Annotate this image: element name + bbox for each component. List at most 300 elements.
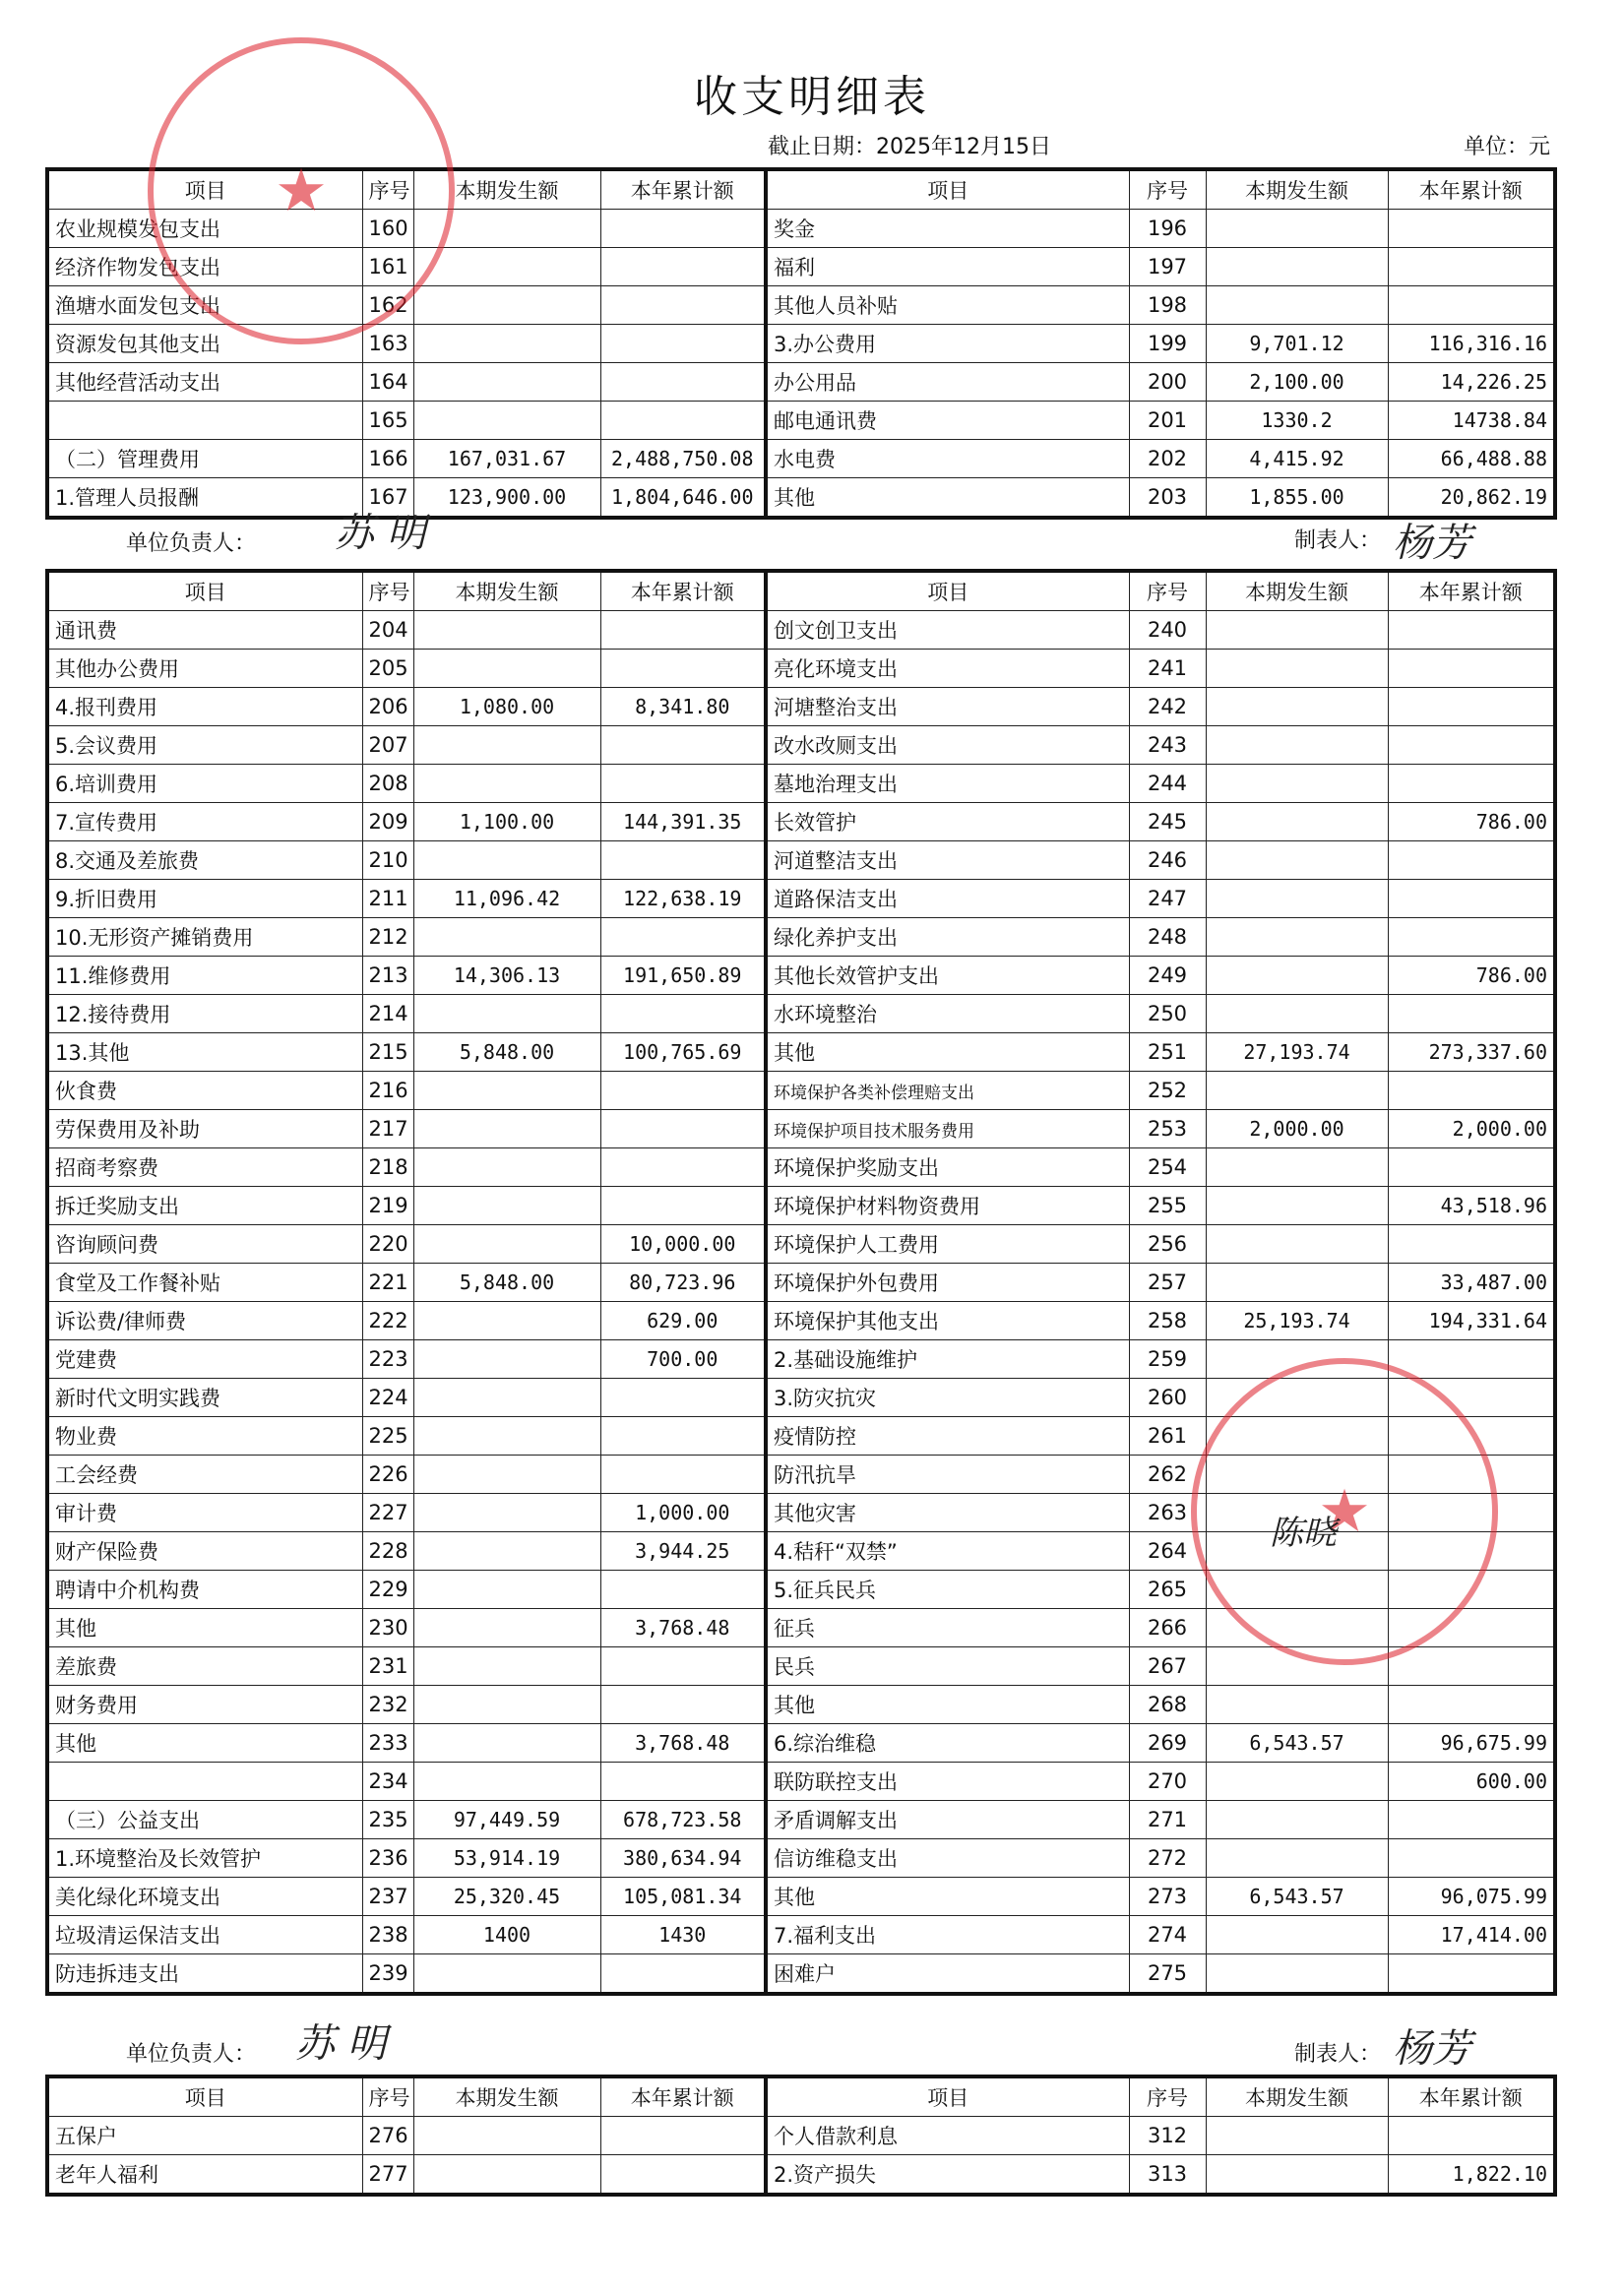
seq-no: 264	[1129, 1532, 1206, 1571]
seq-no: 162	[362, 286, 413, 325]
seq-no: 252	[1129, 1072, 1206, 1110]
period-amount	[413, 1340, 600, 1379]
ytd-amount: 80,723.96	[600, 1264, 766, 1302]
ytd-amount	[600, 286, 766, 325]
item-name: 其他经营活动支出	[47, 363, 362, 402]
item-name: 通讯费	[47, 611, 362, 650]
ytd-amount: 33,487.00	[1388, 1264, 1555, 1302]
item-name: 拆迁奖励支出	[47, 1187, 362, 1225]
signature-unit-head-2: 苏 明	[295, 2021, 387, 2067]
ytd-amount	[1388, 650, 1555, 688]
table-row	[47, 1264, 1555, 1302]
seq-no: 224	[362, 1379, 413, 1417]
column-header: 本期发生额	[413, 2076, 600, 2117]
ytd-amount: 3,768.48	[600, 1609, 766, 1647]
ytd-amount	[1388, 1647, 1555, 1686]
item-name: 福利	[766, 248, 1129, 286]
ytd-amount	[600, 363, 766, 402]
ytd-amount: 700.00	[600, 1340, 766, 1379]
seq-no: 244	[1129, 765, 1206, 803]
item-name: 环境保护其他支出	[766, 1302, 1129, 1340]
period-amount	[1206, 918, 1388, 957]
column-header: 序号	[362, 571, 413, 611]
period-amount: 4,415.92	[1206, 440, 1388, 478]
seq-no: 222	[362, 1302, 413, 1340]
table-row	[47, 1686, 1555, 1724]
item-name	[47, 1763, 362, 1801]
period-amount	[413, 2117, 600, 2155]
table-row	[47, 1187, 1555, 1225]
table-row	[47, 1148, 1555, 1187]
item-name: 困难户	[766, 1954, 1129, 1995]
ytd-amount	[1388, 1954, 1555, 1995]
seq-no: 249	[1129, 957, 1206, 995]
period-amount	[1206, 726, 1388, 765]
ytd-amount: 10,000.00	[600, 1225, 766, 1264]
item-name: 伙食费	[47, 1072, 362, 1110]
ytd-amount: 273,337.60	[1388, 1033, 1555, 1072]
period-amount	[1206, 1686, 1388, 1724]
seq-no: 207	[362, 726, 413, 765]
column-header: 序号	[1129, 571, 1206, 611]
item-name: 财务费用	[47, 1686, 362, 1724]
ytd-amount	[1388, 918, 1555, 957]
header-row	[47, 2076, 1555, 2117]
table-row	[47, 803, 1555, 841]
seq-no: 206	[362, 688, 413, 726]
ytd-amount	[1388, 286, 1555, 325]
table-row	[47, 726, 1555, 765]
seq-no: 200	[1129, 363, 1206, 402]
period-amount: 6,543.57	[1206, 1878, 1388, 1916]
item-name: 防违拆违支出	[47, 1954, 362, 1995]
seq-no: 227	[362, 1494, 413, 1532]
table-row	[47, 1801, 1555, 1839]
period-amount	[413, 1571, 600, 1609]
period-amount	[1206, 1225, 1388, 1264]
period-amount	[1206, 286, 1388, 325]
period-amount: 1,100.00	[413, 803, 600, 841]
period-amount: 53,914.19	[413, 1839, 600, 1878]
signature-stamp-area: 陈晓	[1270, 1514, 1337, 1553]
table-row	[47, 440, 1555, 478]
seq-no: 240	[1129, 611, 1206, 650]
seq-no: 259	[1129, 1340, 1206, 1379]
seq-no: 161	[362, 248, 413, 286]
period-amount: 27,193.74	[1206, 1033, 1388, 1072]
seq-no: 196	[1129, 210, 1206, 248]
period-amount	[413, 1417, 600, 1456]
seq-no: 209	[362, 803, 413, 841]
table-maker-label: 制表人：	[1294, 528, 1382, 553]
ytd-amount: 678,723.58	[600, 1801, 766, 1839]
ytd-amount: 14,226.25	[1388, 363, 1555, 402]
period-amount	[413, 1456, 600, 1494]
period-amount: 25,320.45	[413, 1878, 600, 1916]
seq-no: 231	[362, 1647, 413, 1686]
seq-no: 204	[362, 611, 413, 650]
item-name: 12.接待费用	[47, 995, 362, 1033]
item-name: 个人借款利息	[766, 2117, 1129, 2155]
seq-no: 266	[1129, 1609, 1206, 1647]
item-name: 9.折旧费用	[47, 880, 362, 918]
ytd-amount: 8,341.80	[600, 688, 766, 726]
seq-no: 197	[1129, 248, 1206, 286]
item-name: 其他长效管护支出	[766, 957, 1129, 995]
seq-no: 232	[362, 1686, 413, 1724]
header-row	[47, 571, 1555, 611]
seq-no: 276	[362, 2117, 413, 2155]
seq-no: 262	[1129, 1456, 1206, 1494]
seq-no: 225	[362, 1417, 413, 1456]
ytd-amount: 2,488,750.08	[600, 440, 766, 478]
period-amount: 5,848.00	[413, 1033, 600, 1072]
seq-no: 226	[362, 1456, 413, 1494]
ledger-table-3	[45, 2075, 1557, 2197]
seq-no: 230	[362, 1609, 413, 1647]
seq-no: 271	[1129, 1801, 1206, 1839]
item-name: 美化绿化环境支出	[47, 1878, 362, 1916]
seq-no: 160	[362, 210, 413, 248]
table-row	[47, 957, 1555, 995]
table-row	[47, 1763, 1555, 1801]
seq-no: 233	[362, 1724, 413, 1763]
item-name: 差旅费	[47, 1647, 362, 1686]
column-header: 本年累计额	[600, 571, 766, 611]
period-amount	[413, 1954, 600, 1995]
unit-head-label-2: 单位负责人：	[126, 2042, 257, 2067]
column-header: 本期发生额	[413, 571, 600, 611]
table-row	[47, 363, 1555, 402]
seq-no: 239	[362, 1954, 413, 1995]
ytd-amount	[600, 1954, 766, 1995]
period-amount	[1206, 688, 1388, 726]
ytd-amount: 1,822.10	[1388, 2155, 1555, 2196]
ytd-amount	[600, 402, 766, 440]
item-name: 1.环境整治及长效管护	[47, 1839, 362, 1878]
table-row	[47, 1724, 1555, 1763]
period-amount: 1,080.00	[413, 688, 600, 726]
official-seal-stamp: ★	[148, 37, 455, 344]
seq-no: 202	[1129, 440, 1206, 478]
item-name: 1.管理人员报酬	[47, 478, 362, 519]
official-seal-stamp-2: ★	[1191, 1358, 1498, 1665]
seq-no: 220	[362, 1225, 413, 1264]
item-name: 新时代文明实践费	[47, 1379, 362, 1417]
seq-no: 205	[362, 650, 413, 688]
ytd-amount: 96,075.99	[1388, 1878, 1555, 1916]
seq-no: 277	[362, 2155, 413, 2196]
ytd-amount: 100,765.69	[600, 1033, 766, 1072]
period-amount	[1206, 2155, 1388, 2196]
ytd-amount: 191,650.89	[600, 957, 766, 995]
period-amount	[1206, 248, 1388, 286]
column-header: 本年累计额	[1388, 2076, 1555, 2117]
item-name: 6.综治维稳	[766, 1724, 1129, 1763]
column-header: 本年累计额	[1388, 169, 1555, 210]
seq-no: 167	[362, 478, 413, 519]
ytd-amount: 3,768.48	[600, 1724, 766, 1763]
column-header: 本年累计额	[600, 169, 766, 210]
ytd-amount: 2,000.00	[1388, 1110, 1555, 1148]
item-name: 河塘整治支出	[766, 688, 1129, 726]
ytd-amount: 17,414.00	[1388, 1916, 1555, 1954]
period-amount	[1206, 210, 1388, 248]
table-row	[47, 1225, 1555, 1264]
period-amount	[413, 765, 600, 803]
item-name: 诉讼费/律师费	[47, 1302, 362, 1340]
item-name: 防汛抗旱	[766, 1456, 1129, 1494]
table-row	[47, 1033, 1555, 1072]
seq-no: 229	[362, 1571, 413, 1609]
seq-no: 218	[362, 1148, 413, 1187]
column-header: 项目	[47, 169, 362, 210]
seq-no: 246	[1129, 841, 1206, 880]
ytd-amount	[600, 726, 766, 765]
seq-no: 234	[362, 1763, 413, 1801]
period-amount	[413, 1494, 600, 1532]
seq-no: 273	[1129, 1878, 1206, 1916]
ytd-amount	[600, 1379, 766, 1417]
period-amount	[413, 1647, 600, 1686]
item-name: 2.基础设施维护	[766, 1340, 1129, 1379]
item-name: 长效管护	[766, 803, 1129, 841]
ytd-amount: 194,331.64	[1388, 1302, 1555, 1340]
period-amount	[1206, 1916, 1388, 1954]
seq-no: 258	[1129, 1302, 1206, 1340]
table-row	[47, 1878, 1555, 1916]
item-name: 河道整洁支出	[766, 841, 1129, 880]
period-amount	[413, 1225, 600, 1264]
ytd-amount	[1388, 841, 1555, 880]
item-name: 6.培训费用	[47, 765, 362, 803]
period-amount: 123,900.00	[413, 478, 600, 519]
item-name: 聘请中介机构费	[47, 1571, 362, 1609]
table-row	[47, 611, 1555, 650]
period-amount	[413, 841, 600, 880]
period-amount	[1206, 803, 1388, 841]
item-name: 老年人福利	[47, 2155, 362, 2196]
page-title: 收支明细表	[694, 72, 930, 122]
period-amount	[1206, 1072, 1388, 1110]
ytd-amount	[600, 2155, 766, 2196]
period-amount: 1,855.00	[1206, 478, 1388, 519]
ytd-amount	[1388, 2117, 1555, 2155]
ytd-amount: 96,675.99	[1388, 1724, 1555, 1763]
period-amount: 25,193.74	[1206, 1302, 1388, 1340]
period-amount	[413, 1187, 600, 1225]
item-name: 亮化环境支出	[766, 650, 1129, 688]
ytd-amount	[1388, 1686, 1555, 1724]
item-name: 墓地治理支出	[766, 765, 1129, 803]
seq-no: 313	[1129, 2155, 1206, 2196]
item-name: 环境保护人工费用	[766, 1225, 1129, 1264]
seq-no: 267	[1129, 1647, 1206, 1686]
ytd-amount	[1388, 1148, 1555, 1187]
item-name: 道路保洁支出	[766, 880, 1129, 918]
item-name: 3.办公费用	[766, 325, 1129, 363]
table-row	[47, 841, 1555, 880]
period-amount	[413, 1072, 600, 1110]
seq-no: 228	[362, 1532, 413, 1571]
period-amount	[413, 2155, 600, 2196]
seq-no: 265	[1129, 1571, 1206, 1609]
ytd-amount: 43,518.96	[1388, 1187, 1555, 1225]
ytd-amount: 20,862.19	[1388, 478, 1555, 519]
table-row	[47, 1954, 1555, 1995]
period-amount	[413, 1609, 600, 1647]
ytd-amount: 786.00	[1388, 957, 1555, 995]
seq-no: 199	[1129, 325, 1206, 363]
period-amount	[1206, 1801, 1388, 1839]
seq-no: 212	[362, 918, 413, 957]
table-row	[47, 2117, 1555, 2155]
ytd-amount	[1388, 1072, 1555, 1110]
ytd-amount: 600.00	[1388, 1763, 1555, 1801]
column-header: 本期发生额	[1206, 571, 1388, 611]
item-name: 水环境整治	[766, 995, 1129, 1033]
signature-unit-head: 苏 明	[335, 511, 426, 556]
table-row	[47, 995, 1555, 1033]
item-name: 其他	[766, 478, 1129, 519]
item-name: 招商考察费	[47, 1148, 362, 1187]
period-amount	[1206, 650, 1388, 688]
seq-no: 245	[1129, 803, 1206, 841]
table-row	[47, 1839, 1555, 1878]
item-name: 财产保险费	[47, 1532, 362, 1571]
ytd-amount	[600, 995, 766, 1033]
ytd-amount	[1388, 726, 1555, 765]
seq-no: 236	[362, 1839, 413, 1878]
ytd-amount	[600, 611, 766, 650]
item-name: 党建费	[47, 1340, 362, 1379]
seq-no: 237	[362, 1878, 413, 1916]
ytd-amount	[600, 325, 766, 363]
seq-no: 241	[1129, 650, 1206, 688]
signature-maker-2: 杨芳	[1393, 2026, 1471, 2072]
seq-no: 275	[1129, 1954, 1206, 1995]
period-amount	[413, 1148, 600, 1187]
column-header: 项目	[766, 2076, 1129, 2117]
item-name: 环境保护项目技术服务费用	[766, 1110, 1129, 1148]
item-name: 民兵	[766, 1647, 1129, 1686]
period-amount	[1206, 765, 1388, 803]
period-amount	[1206, 880, 1388, 918]
item-name: 4.秸秆“双禁”	[766, 1532, 1129, 1571]
ytd-amount: 66,488.88	[1388, 440, 1555, 478]
table-row	[47, 1072, 1555, 1110]
item-name: 办公用品	[766, 363, 1129, 402]
item-name: 3.防灾抗灾	[766, 1379, 1129, 1417]
period-amount: 11,096.42	[413, 880, 600, 918]
ytd-amount	[1388, 1839, 1555, 1878]
period-amount: 2,000.00	[1206, 1110, 1388, 1148]
seq-no: 268	[1129, 1686, 1206, 1724]
ytd-amount	[1388, 210, 1555, 248]
ytd-amount: 122,638.19	[600, 880, 766, 918]
seq-no: 256	[1129, 1225, 1206, 1264]
column-header: 项目	[766, 169, 1129, 210]
table-row	[47, 918, 1555, 957]
item-name: 10.无形资产摊销费用	[47, 918, 362, 957]
column-header: 序号	[362, 169, 413, 210]
item-name: 2.资产损失	[766, 2155, 1129, 2196]
period-amount	[413, 726, 600, 765]
item-name: 奖金	[766, 210, 1129, 248]
ytd-amount	[600, 650, 766, 688]
ytd-amount: 1430	[600, 1916, 766, 1954]
period-amount: 167,031.67	[413, 440, 600, 478]
seq-no: 263	[1129, 1494, 1206, 1532]
seq-no: 269	[1129, 1724, 1206, 1763]
seq-no: 223	[362, 1340, 413, 1379]
item-name: 13.其他	[47, 1033, 362, 1072]
seq-no: 312	[1129, 2117, 1206, 2155]
item-name: 绿化养护支出	[766, 918, 1129, 957]
seq-no: 260	[1129, 1379, 1206, 1417]
item-name: 五保户	[47, 2117, 362, 2155]
item-name: 环境保护材料物资费用	[766, 1187, 1129, 1225]
period-amount	[413, 402, 600, 440]
item-name: 其他办公费用	[47, 650, 362, 688]
table-row	[47, 402, 1555, 440]
item-name: 8.交通及差旅费	[47, 841, 362, 880]
item-name: 环境保护外包费用	[766, 1264, 1129, 1302]
period-amount: 1330.2	[1206, 402, 1388, 440]
period-amount	[413, 650, 600, 688]
period-amount: 97,449.59	[413, 1801, 600, 1839]
seq-no: 215	[362, 1033, 413, 1072]
period-amount	[413, 995, 600, 1033]
period-amount	[1206, 841, 1388, 880]
item-name: 5.会议费用	[47, 726, 362, 765]
item-name: 咨询顾问费	[47, 1225, 362, 1264]
item-name: （三）公益支出	[47, 1801, 362, 1839]
ytd-amount	[600, 1763, 766, 1801]
period-amount	[1206, 1187, 1388, 1225]
ytd-amount	[1388, 1340, 1555, 1379]
seq-no: 235	[362, 1801, 413, 1839]
ytd-amount	[600, 1456, 766, 1494]
ytd-amount	[600, 1148, 766, 1187]
period-amount	[1206, 1763, 1388, 1801]
ytd-amount: 380,634.94	[600, 1839, 766, 1878]
item-name: 7.宣传费用	[47, 803, 362, 841]
ytd-amount	[600, 210, 766, 248]
item-name: 资源发包其他支出	[47, 325, 362, 363]
item-name: 联防联控支出	[766, 1763, 1129, 1801]
seq-no: 257	[1129, 1264, 1206, 1302]
seq-no: 219	[362, 1187, 413, 1225]
period-amount	[413, 325, 600, 363]
ytd-amount	[600, 1072, 766, 1110]
item-name: 矛盾调解支出	[766, 1801, 1129, 1839]
column-header: 项目	[766, 571, 1129, 611]
period-amount	[413, 918, 600, 957]
ytd-amount: 144,391.35	[600, 803, 766, 841]
period-amount	[413, 363, 600, 402]
item-name: 7.福利支出	[766, 1916, 1129, 1954]
item-name: 创文创卫支出	[766, 611, 1129, 650]
ytd-amount	[1388, 765, 1555, 803]
item-name: 5.征兵民兵	[766, 1571, 1129, 1609]
period-amount: 9,701.12	[1206, 325, 1388, 363]
period-amount	[1206, 1839, 1388, 1878]
item-name: 环境保护奖励支出	[766, 1148, 1129, 1187]
item-name: 改水改厕支出	[766, 726, 1129, 765]
table-row	[47, 688, 1555, 726]
seq-no: 165	[362, 402, 413, 440]
